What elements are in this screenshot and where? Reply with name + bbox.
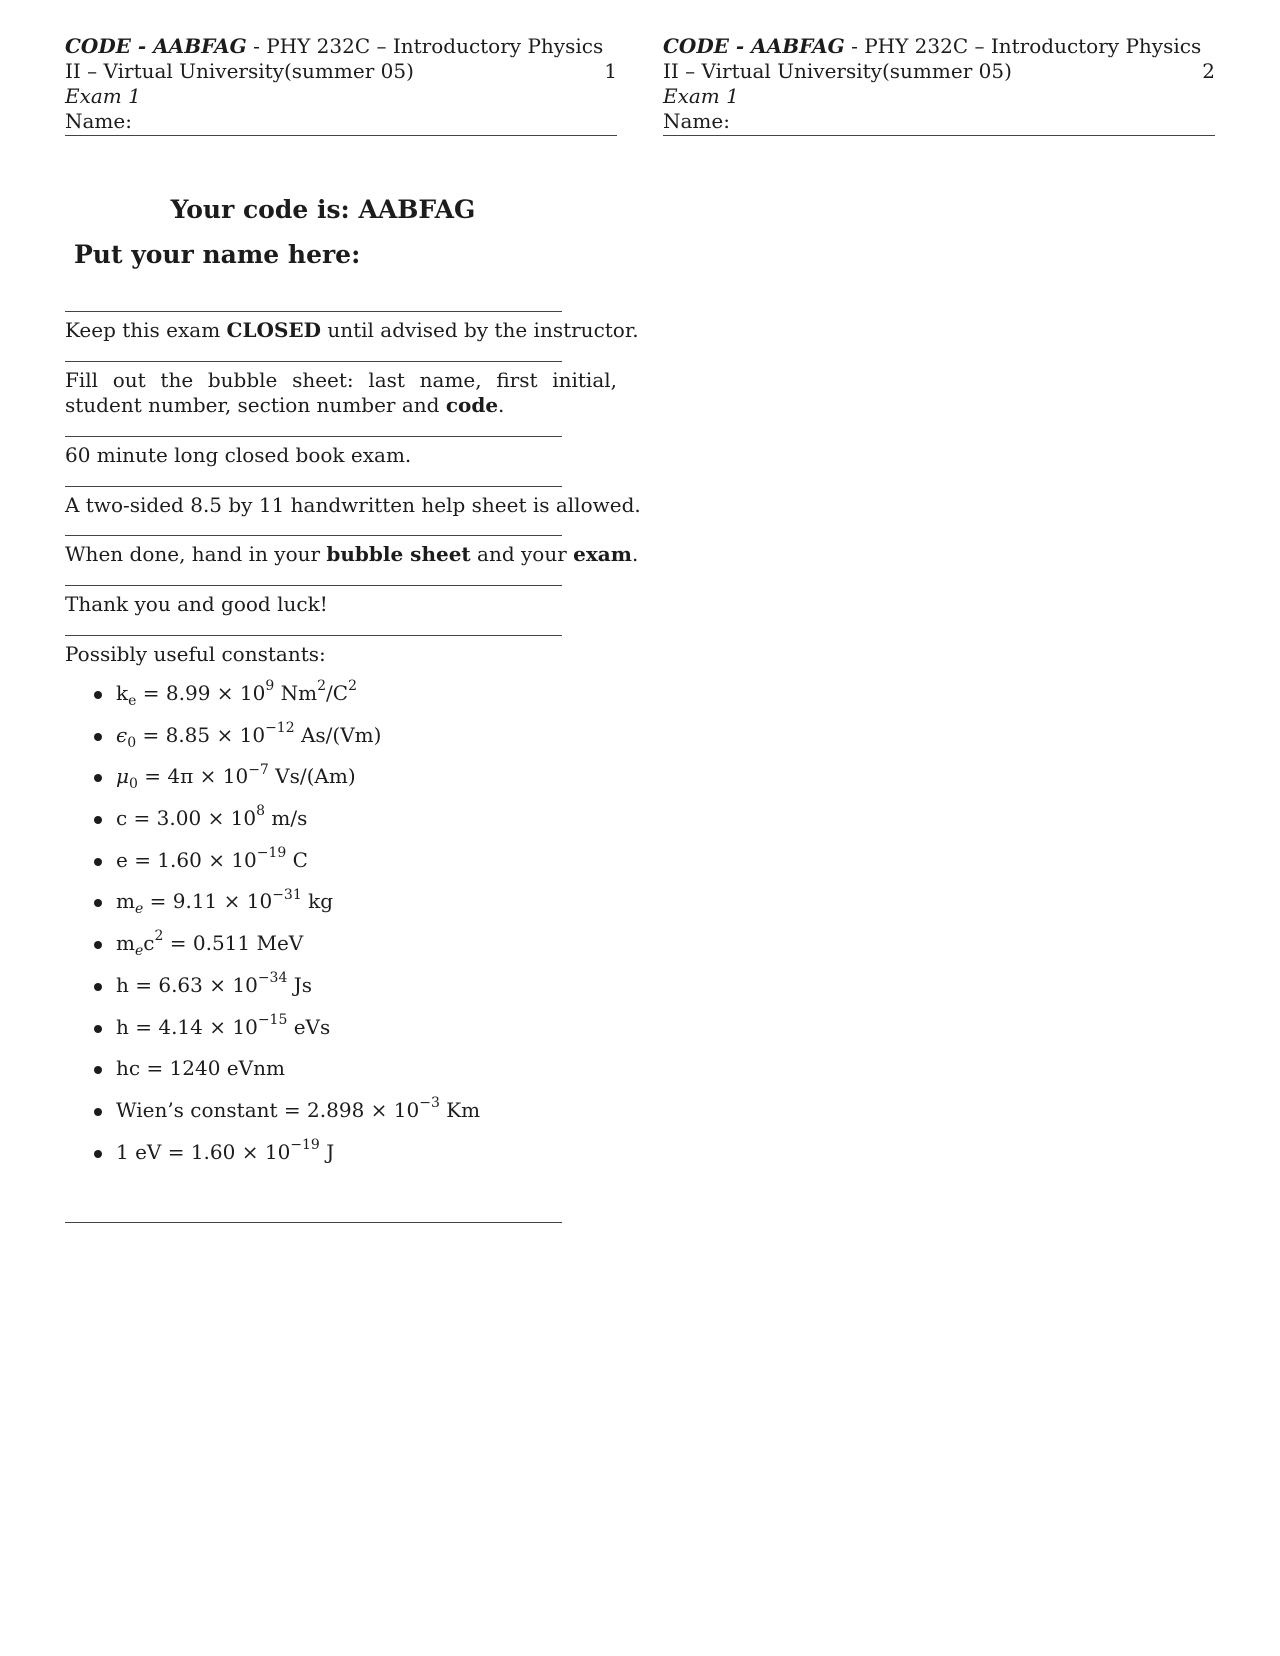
constant-c: $c = 3.00 \times 10^8$ m/s: [91, 806, 480, 848]
divider-rule: [65, 361, 562, 362]
constant-mec2: $m_ec^2 = 0.511$ MeV: [91, 931, 480, 973]
header-rule: [663, 135, 1215, 136]
constant-ke: $k_e = 8.99 \times 10^9$ $Nm^2/C^2$: [91, 681, 480, 723]
constant-ev: 1 eV = $1.60 \times 10^{-19}$ J: [91, 1140, 480, 1182]
constant-e: $e = 1.60 \times 10^{-19}$ C: [91, 848, 480, 890]
constant-me: $m_e = 9.11 \times 10^{-31}$ kg: [91, 889, 480, 931]
header-subtitle: II – Virtual University(summer 05): [65, 59, 414, 83]
closed-instruction: Keep this exam CLOSED until advised by the instructor.: [65, 318, 639, 342]
header-name-label: Name:: [663, 109, 730, 133]
header-code: CODE - AABFAG: [65, 34, 247, 58]
divider-rule: [65, 635, 562, 636]
header-title-line: [65, 34, 617, 59]
submission-note: When done, hand in your bubble sheet and your exam.: [65, 542, 639, 566]
divider-rule: [65, 486, 562, 487]
bottom-rule: [65, 1222, 562, 1223]
name-line-rule: [65, 311, 562, 312]
help-sheet-note: A two-sided 8.5 by 11 handwritten help sheet is allowed.: [65, 493, 641, 517]
code-heading: Your code is: AABFAG: [170, 195, 476, 224]
name-heading: Put your name here:: [74, 240, 361, 269]
divider-rule: [65, 535, 562, 536]
divider-rule: [65, 436, 562, 437]
page-number: 1: [604, 59, 617, 83]
header-name-label: Name:: [65, 109, 132, 133]
constant-epsilon0: $\epsilon_0 = 8.85 \times 10^{-12}$ As/(Vm): [91, 723, 480, 765]
bubble-instruction: Fill out the bubble sheet: last name, first initial, student number, section number and code.: [65, 368, 617, 417]
header-title-line: [663, 34, 1215, 59]
header-exam: Exam 1: [65, 84, 141, 108]
duration-note: 60 minute long closed book exam.: [65, 443, 412, 467]
page-header-right: [663, 34, 1215, 136]
header-subtitle: II – Virtual University(summer 05): [663, 59, 1012, 83]
header-exam: Exam 1: [663, 84, 739, 108]
page-number: 2: [1202, 59, 1215, 83]
constant-h-js: $h = 6.63 \times 10^{-34}$ Js: [91, 973, 480, 1015]
header-subtitle-line: [663, 59, 1215, 84]
header-course: - PHY 232C – Introductory Physics: [246, 34, 604, 58]
page-header-left: [65, 34, 617, 136]
good-luck-note: Thank you and good luck!: [65, 592, 328, 616]
constants-list: [91, 678, 481, 1181]
constant-h-evs: $h = 4.14 \times 10^{-15}$ eVs: [91, 1015, 480, 1057]
constant-wien: Wien’s constant = $2.898 \times 10^{-3}$ Km: [91, 1098, 480, 1140]
header-rule: [65, 135, 617, 136]
header-course: - PHY 232C – Introductory Physics: [844, 34, 1202, 58]
constants-intro: Possibly useful constants:: [65, 642, 326, 666]
constant-hc: hc = 1240 eVnm: [91, 1056, 480, 1098]
divider-rule: [65, 585, 562, 586]
constant-mu0: $\mu_0 = 4\pi \times 10^{-7}$ Vs/(Am): [91, 764, 480, 806]
header-code: CODE - AABFAG: [663, 34, 845, 58]
header-subtitle-line: [65, 59, 617, 84]
